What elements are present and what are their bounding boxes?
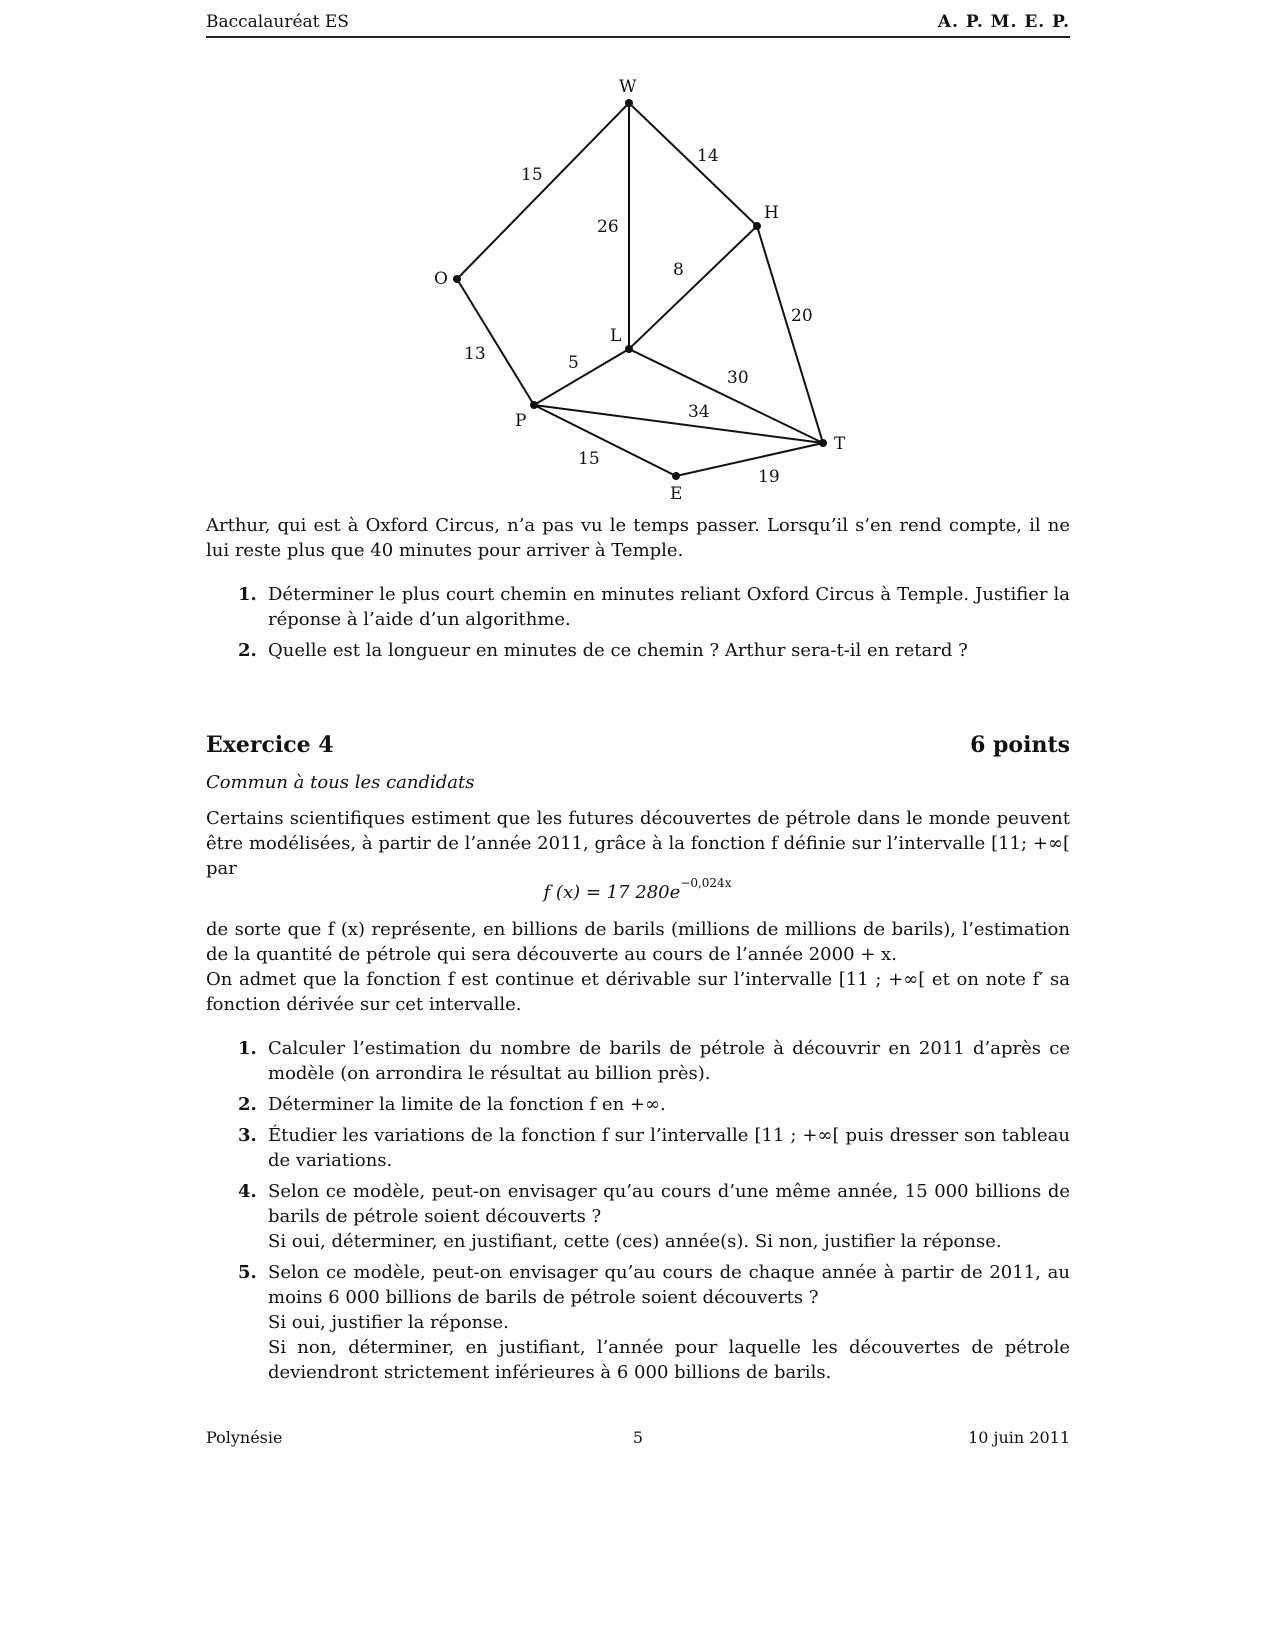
edge-H-T	[757, 226, 823, 443]
edge-O-P	[457, 279, 534, 405]
vertex-W	[625, 99, 633, 107]
question-text: Déterminer la limite de la fonction f en +∞.	[268, 1094, 666, 1115]
list-item	[206, 1123, 1070, 1173]
edge-E-T	[676, 443, 823, 476]
exercise-assumption: On admet que la fonction f est continue et dérivable sur l’intervalle [11 ; +∞[ et on note f′ sa fonction dérivée sur cet intervalle.	[206, 969, 1070, 1015]
exercise-subtitle: Commun à tous les candidats	[206, 772, 475, 793]
list-item	[206, 638, 1070, 663]
question-text: Étudier les variations de la fonction f sur l’intervalle [11 ; +∞[ puis dresser son tableau de variations.	[268, 1125, 1070, 1171]
questions-ex3	[206, 582, 1070, 669]
page-footer	[206, 1428, 1070, 1450]
question-number: 2.	[238, 1094, 257, 1115]
vertex-O	[453, 275, 461, 283]
edge-L-H	[629, 226, 757, 349]
formula	[0, 876, 1275, 903]
list-item	[206, 1260, 1070, 1385]
formula-exponent: −0,024x	[680, 876, 732, 890]
exercise-title	[206, 732, 1070, 758]
vertex-T	[819, 439, 827, 447]
page-number: 5	[632, 1428, 644, 1447]
question-text: Selon ce modèle, peut-on envisager qu’au cours d’une même année, 15 000 billions de barils de pétrole soient découverts ?	[268, 1181, 1070, 1227]
weight-PE: 15	[578, 449, 600, 469]
header-apmep: A. P. M. E. P.	[937, 12, 1070, 32]
question-followup: Si oui, justifier la réponse.	[268, 1312, 509, 1333]
label-E: E	[670, 484, 683, 504]
exercise-intro: Certains scientifiques estiment que les futures découvertes de pétrole dans le monde peuvent être modélisées, à partir de l’année 2011, grâce à la fonction f définie sur l’intervalle [11; +∞[ par	[206, 808, 1070, 879]
header-title: Baccalauréat ES	[206, 12, 349, 32]
question-number: 5.	[238, 1262, 257, 1283]
label-H: H	[764, 203, 779, 223]
list-item	[206, 1179, 1070, 1254]
label-W: W	[619, 77, 637, 97]
edge-W-H	[629, 103, 757, 226]
question-number: 2.	[238, 640, 257, 661]
question-text: Déterminer le plus court chemin en minutes reliant Oxford Circus à Temple. Justifier la réponse à l’aide d’un algorithme.	[268, 584, 1070, 630]
exercise-points: 6 points	[970, 732, 1070, 758]
question-number: 1.	[238, 1038, 257, 1059]
label-L: L	[610, 326, 622, 346]
question-followup: Si oui, déterminer, en justifiant, cette (ces) année(s). Si non, justifier la réponse.	[268, 1231, 1002, 1252]
exercise-name: Exercice 4	[206, 732, 334, 758]
intro-paragraph: Arthur, qui est à Oxford Circus, n’a pas vu le temps passer. Lorsqu’il s’en rend compte, il ne lui reste plus que 40 minutes pour arriver à Temple.	[206, 515, 1070, 561]
questions-ex4	[206, 1036, 1070, 1391]
question-text: Selon ce modèle, peut-on envisager qu’au cours de chaque année à partir de 2011, au moins 6 000 billions de barils de pétrole soient découverts ?	[268, 1262, 1070, 1308]
list-item	[206, 1036, 1070, 1086]
vertex-P	[530, 401, 538, 409]
edge-P-E	[534, 405, 676, 476]
edge-P-T	[534, 405, 823, 443]
label-T: T	[834, 434, 846, 454]
weight-WH: 14	[697, 146, 719, 166]
question-number: 4.	[238, 1181, 257, 1202]
question-number: 1.	[238, 584, 257, 605]
weight-HT: 20	[791, 306, 813, 326]
label-P: P	[515, 411, 527, 431]
edge-P-L	[534, 349, 629, 405]
formula-lhs: f (x) = 17 280e	[543, 882, 681, 903]
metro-graph	[0, 0, 1275, 520]
weight-WL: 26	[597, 217, 619, 237]
vertex-E	[672, 472, 680, 480]
question-followup: Si non, déterminer, en justifiant, l’année pour laquelle les découvertes de pétrole deviendront strictement inférieures à 6 000 billions de barils.	[268, 1337, 1070, 1383]
weight-OP: 13	[464, 344, 486, 364]
weight-PL: 5	[568, 353, 579, 373]
vertex-H	[753, 222, 761, 230]
weight-LT: 30	[727, 368, 749, 388]
question-text: Calculer l’estimation du nombre de barils de pétrole à découvrir en 2011 d’après ce modèle (on arrondira le résultat au billion près).	[268, 1038, 1070, 1084]
question-text: Quelle est la longueur en minutes de ce chemin ? Arthur sera-t-il en retard ?	[268, 640, 968, 661]
weight-PT: 34	[688, 402, 710, 422]
list-item	[206, 582, 1070, 632]
weight-LH: 8	[673, 260, 684, 280]
edge-L-T	[629, 349, 823, 443]
vertex-L	[625, 345, 633, 353]
question-number: 3.	[238, 1125, 257, 1146]
weight-ET: 19	[758, 467, 780, 487]
label-O: O	[434, 269, 448, 289]
exercise-explanation: de sorte que f (x) représente, en billions de barils (millions de millions de barils), l’estimation de la quantité de pétrole qui sera découverte au cours de l’année 2000 + x.	[206, 919, 1070, 965]
list-item	[206, 1092, 1070, 1117]
weight-OW: 15	[521, 165, 543, 185]
footer-location: Polynésie	[206, 1428, 283, 1447]
footer-date: 10 juin 2011	[968, 1428, 1070, 1447]
edge-O-W	[457, 103, 629, 279]
